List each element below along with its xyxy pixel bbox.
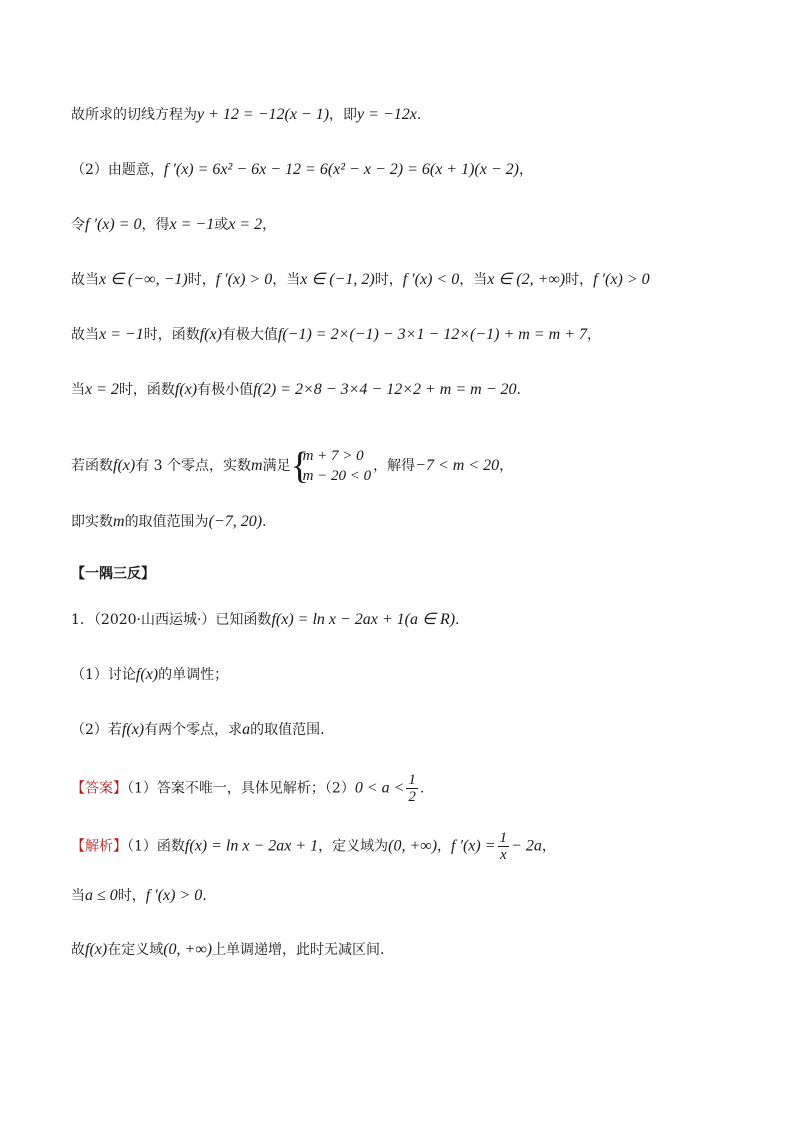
equation: f(x): [199, 326, 222, 343]
text: 时，: [565, 272, 594, 288]
text: 令: [71, 217, 85, 233]
text: ，当: [272, 272, 301, 288]
text: .: [202, 888, 207, 904]
equation: (−7, 20): [208, 513, 263, 530]
text: 有极小值: [197, 382, 254, 398]
text: .: [416, 107, 422, 123]
derivative-line: [71, 160, 533, 180]
text: .: [455, 612, 460, 628]
equation: x ∈ (−∞, −1): [99, 271, 188, 288]
increasing-conclusion: [71, 940, 385, 960]
text: ，: [262, 217, 277, 233]
problem-part-2: [71, 720, 325, 740]
text: 时，函数: [143, 327, 200, 343]
monotonicity-line: [71, 270, 650, 290]
text: ，: [541, 838, 556, 855]
equation: f ′(x) > 0: [145, 887, 203, 904]
equation: f(−1) = 2×(−1) − 3×1 − 12×(−1) + m = m + 7: [277, 326, 587, 343]
equation: f(x): [121, 721, 145, 738]
text: （1）答案不唯一，具体见解析；（2）: [127, 780, 355, 797]
equation: y = −12x: [357, 106, 417, 123]
text: .: [419, 780, 425, 797]
equation: m: [113, 513, 125, 530]
equation: f(x): [113, 457, 136, 474]
text: ，得: [141, 217, 170, 233]
text: （1）讨论: [71, 667, 136, 683]
fraction: [406, 772, 418, 805]
equation: f(x): [135, 666, 159, 683]
system-row: m − 20 < 0: [302, 468, 372, 484]
answer-tag: 【答案】: [71, 780, 127, 797]
equation: f(x): [174, 381, 198, 398]
analysis-line: [71, 830, 556, 863]
text: 时，函数: [118, 382, 175, 398]
equation: f ′(x) > 0: [215, 271, 273, 288]
text: 时，: [117, 888, 146, 904]
critical-points-line: [71, 215, 276, 235]
fraction: [498, 830, 510, 863]
text: 时，: [374, 272, 403, 288]
text: ，即: [329, 107, 358, 123]
text: 的取值范围.: [250, 722, 325, 738]
equation: f ′(x) < 0: [402, 271, 460, 288]
text: 有两个零点，求: [144, 722, 243, 738]
equation: x = −1: [169, 216, 215, 233]
equation: f(x) = ln x − 2ax + 1(a ∈ R): [271, 611, 456, 628]
equation: 0 < a <: [354, 779, 405, 797]
text: 上单调递增，此时无减区间.: [212, 942, 385, 958]
text: ，: [518, 162, 533, 178]
left-brace-icon: {: [290, 445, 309, 487]
text: ，: [499, 458, 514, 474]
equation: x = −1: [99, 326, 144, 343]
problem-part-1: [71, 665, 228, 685]
heading-text: 【一隅三反】: [71, 566, 155, 582]
text: 故所求的切线方程为: [71, 107, 197, 123]
equation: − 2a: [511, 837, 542, 855]
equation: f(x) = ln x − 2ax + 1: [184, 837, 319, 855]
text: ，: [437, 838, 452, 855]
text: 当: [71, 382, 85, 398]
equation: x ∈ (−1, 2): [300, 271, 375, 288]
equation: x = 2: [85, 381, 119, 398]
text: ，定义域为: [318, 838, 389, 855]
text: .: [516, 382, 521, 398]
fraction-denominator: x: [499, 847, 507, 863]
equation: f(2) = 2×8 − 3×4 − 12×2 + m = m − 20: [253, 381, 517, 398]
analysis-tag: 【解析】: [71, 838, 127, 855]
text: （2）若: [71, 722, 122, 738]
text: 当: [71, 888, 85, 904]
equation: f ′(x) =: [451, 837, 496, 855]
equation: f ′(x) = 6x² − 6x − 12 = 6(x² − x − 2) = 6(x + 1)(x − 2): [163, 161, 519, 178]
range-conclusion-line: [71, 512, 266, 532]
text: ，当: [459, 272, 488, 288]
text: 若函数: [71, 458, 113, 474]
equation: (0, +∞): [388, 837, 438, 855]
text: （1）函数: [127, 838, 185, 855]
text: 有 3 个零点，实数: [135, 458, 252, 474]
text: 时，: [187, 272, 216, 288]
text: 故当: [71, 272, 99, 288]
equation: (0, +∞): [163, 941, 213, 958]
answer-line: [71, 772, 424, 805]
problem-statement: [71, 610, 460, 630]
local-max-line: [71, 325, 601, 345]
fraction-numerator: 1: [499, 830, 508, 846]
equation: f ′(x) > 0: [593, 271, 650, 288]
equation: a ≤ 0: [85, 887, 118, 904]
text: 满足: [262, 458, 291, 474]
text: 在定义域: [107, 942, 164, 958]
text: 的单调性；: [158, 667, 229, 683]
system-row: m + 7 > 0: [302, 448, 364, 464]
zeros-condition-line: [71, 446, 513, 486]
equation: y + 12 = −12(x − 1): [197, 106, 330, 123]
text: （2）由题意，: [71, 162, 164, 178]
tangent-line-conclusion: [71, 105, 421, 125]
equation: x ∈ (2, +∞): [487, 271, 566, 288]
equation: a: [242, 721, 251, 738]
case-a-nonpositive: [71, 886, 207, 906]
text: .: [262, 514, 267, 530]
fraction-denominator: 2: [408, 789, 416, 805]
local-min-line: [71, 380, 521, 400]
text: 的取值范围为: [124, 514, 209, 530]
text: 即实数: [71, 514, 113, 530]
inequality-system: [290, 445, 372, 487]
equation: m: [251, 457, 263, 474]
text: 有极大值: [221, 327, 278, 343]
text: 故: [71, 942, 85, 958]
text: ，: [587, 327, 601, 343]
text: 故当: [71, 327, 99, 343]
section-heading: [71, 564, 155, 584]
text: 1．（2020·山西运城·）已知函数: [71, 612, 272, 628]
equation: −7 < m < 20: [415, 457, 500, 474]
text: 或: [214, 217, 229, 233]
equation: x = 2: [228, 216, 263, 233]
equation: f(x): [85, 941, 108, 958]
text: ，解得: [373, 458, 416, 474]
fraction-numerator: 1: [408, 772, 416, 788]
equation: f ′(x) = 0: [85, 216, 142, 233]
